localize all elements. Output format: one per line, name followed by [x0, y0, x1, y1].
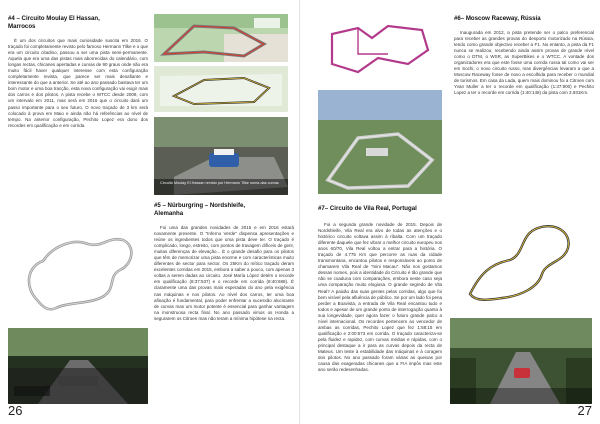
title-line-1: #5 – Nürburgring – Nordshleife, — [154, 202, 246, 209]
vila-real-photo-illustration — [450, 318, 592, 404]
moscow-track-map — [318, 14, 442, 84]
onboard-illustration — [8, 328, 148, 404]
moulay-aerial-illustration — [154, 14, 288, 62]
right-page — [300, 0, 600, 424]
section-body-vila-real: Foi a segunda grande novidade de 2015. Depois de Nordshleife, Vila Real era alvo de todas as atenções e o histórico circuito voltava assim à ribalta. Com um traçado diferente daquele que fez vibrar o melhor circuito europeu nos anos 60/70, Vila Real voltou a entrar para a história. O traçado de 4.775 Km que percorre as ruas da cidade transmontana, encantou pilotos e responsáveis ao ponto de chamarem Vila Real de "mini Macau". Não nos gostamos dessas nomes, pois a identidade do Circuito é tão grande que não se coaduna com comparações, embora neste caso seja uma comparação muito elogiosa. O grande segredo de Vila Real? A paixão das suas gentes pelas corridas, algo que foi bem visível pela afluência de público. Se por um lado foi pena perder a Boavista, a entrada de Vila Real encantou tudo e todos e apesar de um grande ponto de interrogação quanto à sua longevidade, quer agora fazer o futuro grande palco a nível internacional. Os recordes pertencem ao vencedor de ambas as corridas, Pechito Lopez que fez 1:58:15 em qualificação e 2:00:573 em corrida. O traçado caracteriza-se pela fluidez e rapidez, com curvas médias e rápidas, com o principal destaque a ir para as curvas depois da recta de Mateus. Um teste à estabilidade das máquinas e à coragem dos pilotos. No ano passado foram várias as queixas por causa das exageradas chicanes que a FIA impôs mas este ano serão redesenhadas. — [318, 222, 442, 373]
section-title-vila-real: #7– Circuito de Vila Real, Portugal — [318, 205, 417, 212]
moulay-map-illustration — [154, 66, 288, 112]
section-title-moscow: #6– Moscow Raceway, Rússia — [454, 15, 541, 22]
vila-real-street-photo — [450, 318, 592, 404]
section-body-moulay: É um dos circuitos que mais curiosidade suscita em 2016. O traçado foi completamente revisto pelo famoso Hermann Tilke e o que era um circuito citadino, passou a ser uma pista semi-permanente. Aquela que era uma das pistas mais aborrecidas do calendário, com longas rectas, chicanes apertadas e curvas de 90 graus onde não era muito fácil haver qualquer interesse com esta configuração completamente revista, que parece ser mais desafiante e interessante do que a anterior. Se até ao ano passado bastava ter um bom motor e uma boa tracção, esta nova configuração vai exigir mais dos carros e dos pilotos. A pista recebe o WTCC desde 2009, com um intervalo em 2011, mas será em 2016 que o circuito dará um passo importante para o seu futuro. O novo traçado de 3 km será colocado à prova em Maio e ainda não há referências ao nível de tempo. Na anterior configuração, Pechito Lopez era dono dos recordes em qualificação e em corrida. — [8, 38, 148, 128]
moulay-track-map — [154, 66, 288, 112]
section-title-nurburgring — [154, 202, 294, 218]
page-number-left: 26 — [8, 403, 23, 418]
nordschleife-track-map — [8, 226, 148, 320]
moscow-map-illustration — [318, 14, 442, 84]
vila-real-map-illustration — [450, 204, 592, 312]
section-body-moscow: Inaugurada em 2012, a pista pretende ser o palco preferencial para receber as grandes provas do desporto motorizado na Rússia, tendo como grande objectivo receber a F1. No entanto, a pista da F1 nunca se realizou, recebendo ainda assim provas de grande nível como o DTM, o WSR, as SuperBikes e o WTCC. A vontade dos organizadores era que este fosse uma corrida russa tal como vai ser em Sochi, o novo circuito russo, mas divergências levaram a que a Moscow Raceway fosse de novo a escolhida para receber o mundial de turismos. Em casa da Lada, quem mais dominou foi a Citroen com Yvan Muller a ter o recorde em qualificação (1:37:900) e Pechito Lopez a ter o recorde em corrida (1:40:148) da pista com 3.931Km. — [454, 30, 594, 96]
page-number-right: 27 — [577, 403, 592, 418]
title-line-2: Marrocos — [8, 23, 36, 30]
section-title-moulay — [8, 15, 148, 31]
nordschleife-map-illustration — [8, 226, 148, 320]
moulay-race-photo — [154, 117, 288, 195]
moulay-aerial-photo — [154, 14, 288, 62]
section-body-nurburgring: Foi uma das grandes novidades de 2015 e em 2016 estará novamente presente. O "Inferno Verde" dispensa apresentações e reúne os ingredientes todos que uma pista deve ter. O traçado é complicado, longo, estreito, com pontos de travagem difíceis de gerir, muitas diferenças de elevação... É o grande desafio para os pilotos que têm de memorizar uma pista enorme e com características muito diferentes de sector para sector. Os 25Km do mítico traçado deram excelentes corridas em 2015, embora a saber a pouco, com apenas 3 voltas a serem dadas ao circuito. José María López detém o recorde em qualificação (8:37:537) e o recorde em corrida (8:40:688). É claramente uma das provas mais esperadas do ano pela exigência nas máquinas e nos pilotos. Ao nível dos carros, ter uma boa afinação é fundamental, para poder enfrentar a sucessão alucinante de curvas mas um motor potente é essencial para ganhar vantagem na monstruosa recta final. No ano passado vimos os Honda a segurarem os Citroen mas não teram a mínima hipótese na recta. — [154, 225, 294, 321]
photo-caption: Circuito Moulay El Hassan revisto por Hermann Tilke numa das curvas — [160, 181, 279, 185]
title-line-1: #4 – Circuito Moulay El Hassan, — [8, 15, 100, 22]
moscow-aerial-photo — [318, 90, 442, 194]
nordschleife-onboard-photo — [8, 328, 148, 404]
moscow-aerial-illustration — [318, 90, 442, 194]
title-line-2: Alemanha — [154, 210, 184, 217]
vila-real-track-map — [450, 204, 592, 312]
